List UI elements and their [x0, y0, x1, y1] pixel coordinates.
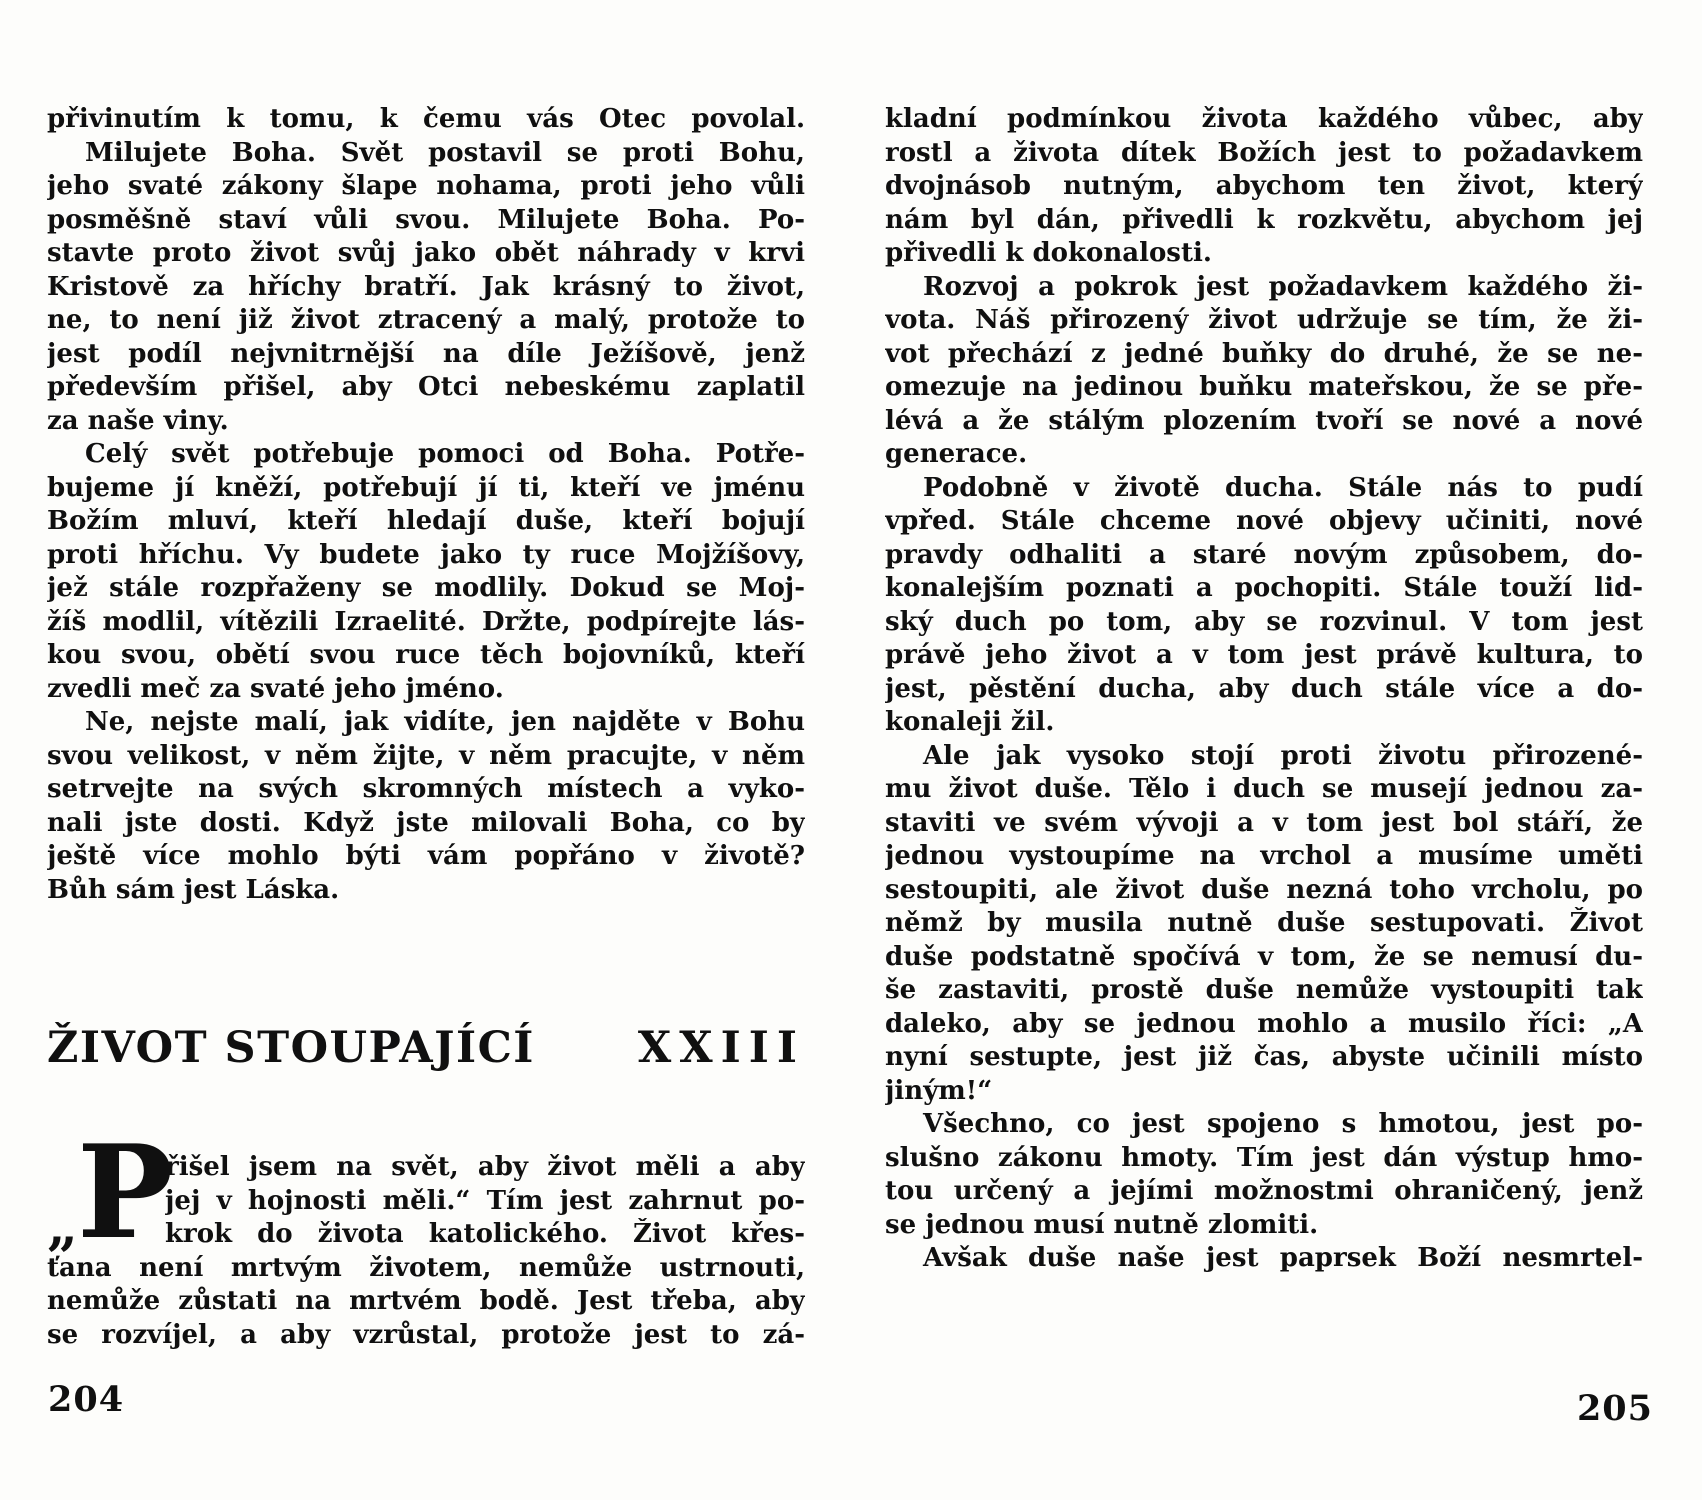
text-line: pravdy odhaliti a staré novým způsobem, do- — [885, 539, 1643, 570]
text-line: generace. — [885, 439, 1028, 469]
text-line: nám byl dán, přivedli k rozkvětu, abychom jej — [885, 204, 1643, 235]
text-line: jiným!“ — [885, 1075, 993, 1106]
text-line: Celý svět potřebuje pomoci od Boha. Potře- — [85, 439, 805, 469]
text-line: tou určený a jejími možnostmi ohraničený, jenž — [885, 1176, 1643, 1206]
text-line: Ne, nejste malí, jak vidíte, jen najděte v Bohu — [85, 707, 805, 737]
text-line: vot přechází z jedné buňky do druhé, že se ne- — [885, 338, 1643, 369]
text-line: němž by musila nutně duše sestupovati. Život — [885, 908, 1643, 938]
text-line: vpřed. Stále chceme nové objevy učiniti, nové — [885, 506, 1643, 536]
text-line: jež stále rozpřaženy se modlily. Dokud se Moj- — [47, 573, 805, 603]
text-line: za naše viny. — [47, 405, 229, 436]
paragraph — [47, 103, 805, 137]
text-line: ský duch po tom, aby se rozvinul. V tom jest — [885, 606, 1643, 637]
section-heading — [47, 1023, 805, 1073]
paragraph — [47, 438, 805, 706]
text-line: přivinutím k tomu, k čemu vás Otec povolal. — [47, 104, 805, 134]
text-line: Všechno, co jest spojeno s hmotou, jest po- — [923, 1109, 1643, 1139]
text-line: mu život duše. Tělo i duch se musejí jednou za- — [885, 774, 1643, 804]
text-line: Avšak duše naše jest paprsek Boží nesmrtel- — [923, 1243, 1643, 1273]
text-line: konaleji žil. — [885, 707, 1055, 737]
paragraph — [885, 472, 1643, 740]
text-line: řišel jsem na svět, aby život měli a aby — [165, 1152, 805, 1182]
text-line: omezuje na jedinou buňku mateřskou, že se pře- — [885, 372, 1643, 402]
text-line: svou velikost, v něm žijte, v něm pracujte, v něm — [47, 740, 805, 771]
text-line: jeho svaté zákony šlape nohama, proti jeho vůli — [47, 171, 805, 201]
page-number-left: 204 — [48, 1379, 125, 1420]
paragraph — [885, 103, 1643, 271]
text-line: především přišel, aby Otci nebeskému zaplatil — [47, 372, 805, 402]
opening-quote-mark: „ — [47, 1194, 79, 1258]
text-line: se rozvíjel, a aby vzrůstal, protože jest to zá- — [47, 1319, 805, 1350]
paragraph — [885, 271, 1643, 472]
text-line: staviti ve svém vývoji a v tom jest bol stáří, že — [885, 807, 1643, 838]
section-title: ŽIVOT STOUPAJÍCÍ — [47, 1023, 535, 1073]
text-line: Milujete Boha. Svět postavil se proti Bohu, — [85, 137, 805, 168]
text-line: jest, pěstění ducha, aby duch stále více a do- — [885, 673, 1643, 704]
page-right-body — [885, 103, 1643, 1276]
page-left-body — [47, 103, 805, 907]
text-line: se jednou musí nutně zlomiti. — [885, 1209, 1319, 1240]
text-line: slušno zákonu hmoty. Tím jest dán výstup hmo- — [885, 1142, 1643, 1173]
text-line: přivedli k dokonalosti. — [885, 238, 1212, 268]
page-right — [885, 103, 1643, 1352]
text-line: ještě více mohlo býti vám popřáno v životě? — [47, 841, 805, 871]
paragraph — [885, 1242, 1643, 1276]
text-line: jej v hojnosti měli.“ Tím jest zahrnut po- — [165, 1185, 805, 1216]
paragraph — [47, 706, 805, 907]
text-line: jest podíl nejvnitrnější na díle Ježíšově, jenž — [47, 338, 805, 369]
text-line: sestoupiti, ale život duše nezná toho vrcholu, po — [885, 874, 1643, 905]
paragraph — [885, 1108, 1643, 1242]
text-line: nali jste dosti. Když jste milovali Boha, co by — [47, 807, 805, 838]
text-line: Ale jak vysoko stojí proti životu přirozené- — [923, 740, 1643, 771]
text-line: dvojnásob nutným, abychom ten život, který — [885, 171, 1643, 201]
page-left — [47, 103, 805, 1352]
text-line: Bůh sám jest Láska. — [47, 874, 340, 905]
text-line: rostl a života dítek Božích jest to požadavkem — [885, 137, 1643, 168]
text-line: stavte proto život svůj jako obět náhrady v krvi — [47, 238, 805, 268]
paragraph — [47, 137, 805, 439]
page-number-right: 205 — [1576, 1388, 1653, 1429]
text-line: zvedli meč za svaté jeho jméno. — [47, 673, 504, 704]
text-line: bujeme jí kněží, potřebují jí ti, kteří ve jménu — [47, 472, 805, 503]
text-line: konalejším poznati a pochopiti. Stále touží lid- — [885, 573, 1643, 603]
text-line: setrvejte na svých skromných místech a vyko- — [47, 774, 805, 804]
text-line: kladní podmínkou života každého vůbec, aby — [885, 104, 1643, 134]
text-line: žíš modlil, vítězili Izraelité. Držte, podpírejte lás- — [47, 606, 805, 637]
text-line: ťana není mrtvým životem, nemůže ustrnouti, — [47, 1252, 805, 1283]
text-line: še zastaviti, prostě duše nemůže vystoupiti tak — [885, 975, 1643, 1005]
chapter-number: XXIII — [637, 1023, 805, 1073]
text-line: jednou vystoupíme na vrchol a musíme uměti — [885, 841, 1643, 871]
text-line: daleko, aby se jednou mohlo a musilo říci: „A — [885, 1008, 1643, 1039]
text-line: krok do života katolického. Život křes- — [165, 1219, 805, 1249]
text-line: lévá a že stálým plozením tvoří se nové a nové — [885, 405, 1643, 436]
drop-cap-paragraph — [47, 1118, 805, 1352]
text-line: právě jeho život a v tom jest právě kultura, to — [885, 640, 1643, 670]
text-line: proti hříchu. Vy budete jako ty ruce Mojžíšovy, — [47, 539, 805, 570]
text-line: duše podstatně spočívá v tom, že se nemusí du- — [885, 941, 1643, 972]
paragraph — [885, 740, 1643, 1109]
drop-cap-letter: P — [77, 1118, 174, 1268]
text-line: Podobně v životě ducha. Stále nás to pudí — [923, 472, 1643, 503]
text-line: nemůže zůstati na mrtvém bodě. Jest třeba, aby — [47, 1286, 805, 1316]
text-line: posměšně staví vůli svou. Milujete Boha. Po- — [47, 204, 805, 235]
text-line: ne, to není již život ztracený a malý, protože to — [47, 305, 805, 335]
text-line: Božím mluví, kteří hledají duše, kteří bojují — [47, 506, 805, 536]
text-line: kou svou, obětí svou ruce těch bojovníků, kteří — [47, 640, 805, 670]
text-line: nyní sestupte, jest již čas, abyste učinili místo — [885, 1042, 1643, 1072]
drop-cap — [47, 1118, 174, 1268]
text-line: Rozvoj a pokrok jest požadavkem každého ži- — [923, 271, 1643, 302]
text-line: Kristově za hříchy bratří. Jak krásný to život, — [47, 271, 805, 302]
text-line: vota. Náš přirozený život udržuje se tím, že ži- — [885, 305, 1643, 335]
